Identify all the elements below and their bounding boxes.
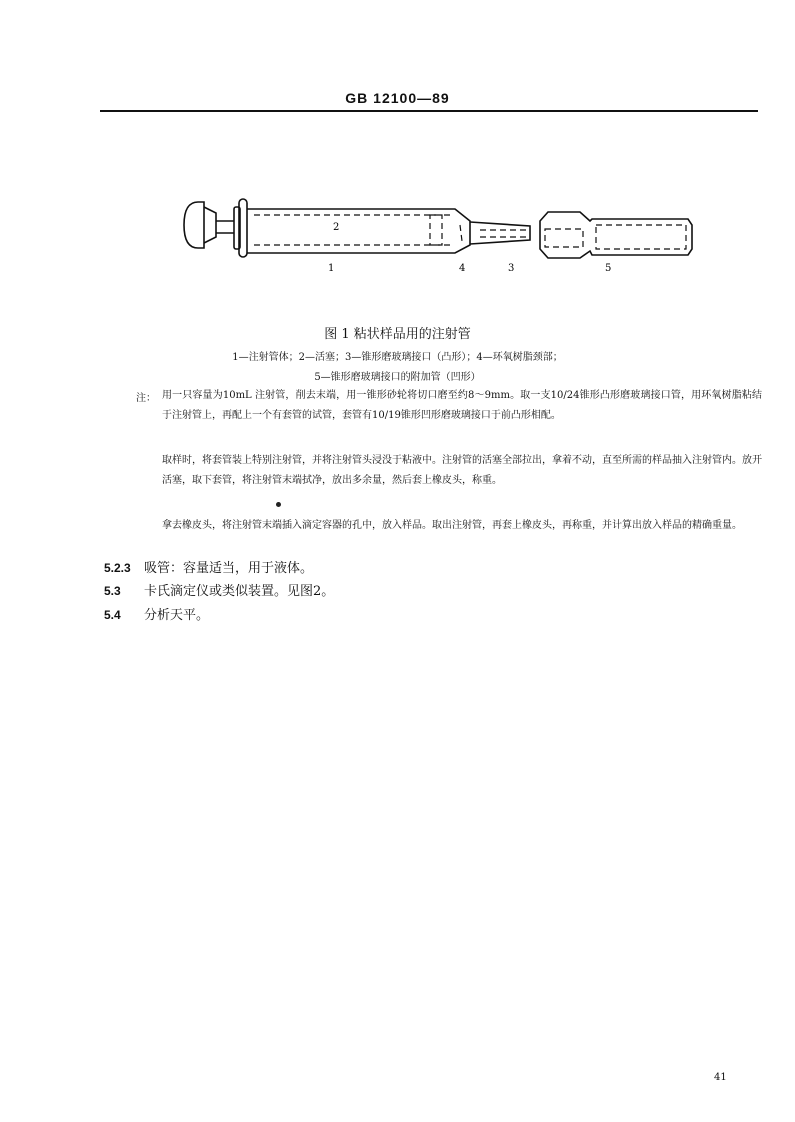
note-paragraph-1: 用一只容量为10mL 注射管，削去末端，用一锥形砂轮将切口磨至约8～9mm。取一支10/24锥形凸形磨玻璃接口管，用环氧树脂粘结于注射管上，再配上一个有套管的试管，套管有10/19锥形凹形磨玻璃接口于前凸形相配。 [162,390,762,421]
section-number: 5.3 [104,584,121,598]
header-rule [100,110,758,112]
note-label: 注： [136,393,156,404]
section-text: 卡氏滴定仪或类似装置。见图2。 [144,584,335,599]
note-paragraph-2: 取样时，将套管装上特别注射管，并将注射管头浸没于粘液中。注射管的活塞全部拉出，拿着不动，直至所需的样品抽入注射管内。放开活塞，取下套管，将注射管末端拭净，放出多余量，然后套上橡皮头，称重。 [162,455,762,486]
ink-speck [276,502,281,507]
page-number: 41 [714,1072,727,1083]
standard-code-header: GB 12100—89 [345,90,450,106]
syringe-figure [180,185,710,285]
section-text: 分析天平。 [144,608,210,623]
figure-legend-line1: 1—注射管体；2—活塞；3—锥形磨玻璃接口（凸形）；4—环氧树脂颈部； [232,352,563,363]
section-number: 5.2.3 [104,561,131,575]
figure-label-4: 4 [459,263,466,274]
figure-label-3: 3 [508,263,515,274]
section-number: 5.4 [104,608,121,622]
figure-legend-line2: 5—锥形磨玻璃接口的附加管（凹形） [314,372,481,383]
section-5-4 [104,604,209,623]
figure-label-1: 1 [328,263,335,274]
section-5-2-3 [104,557,313,576]
syringe-barrel [247,209,470,253]
note-paragraph-3: 拿去橡皮头，将注射管末端插入滴定容器的孔中，放入样品。取出注射管，再套上橡皮头，再称重，并计算出放入样品的精确重量。 [162,520,742,531]
figure-label-5: 5 [605,263,612,274]
section-text: 吸管：容量适当，用于液体。 [144,561,314,576]
plunger-knob [184,202,204,248]
sleeve-tube [540,212,692,258]
figure-caption: 图 1 粘状样品用的注射管 [324,327,471,342]
tapered-joint-male [470,222,530,244]
section-5-3 [104,580,334,599]
figure-label-2: 2 [333,222,340,233]
